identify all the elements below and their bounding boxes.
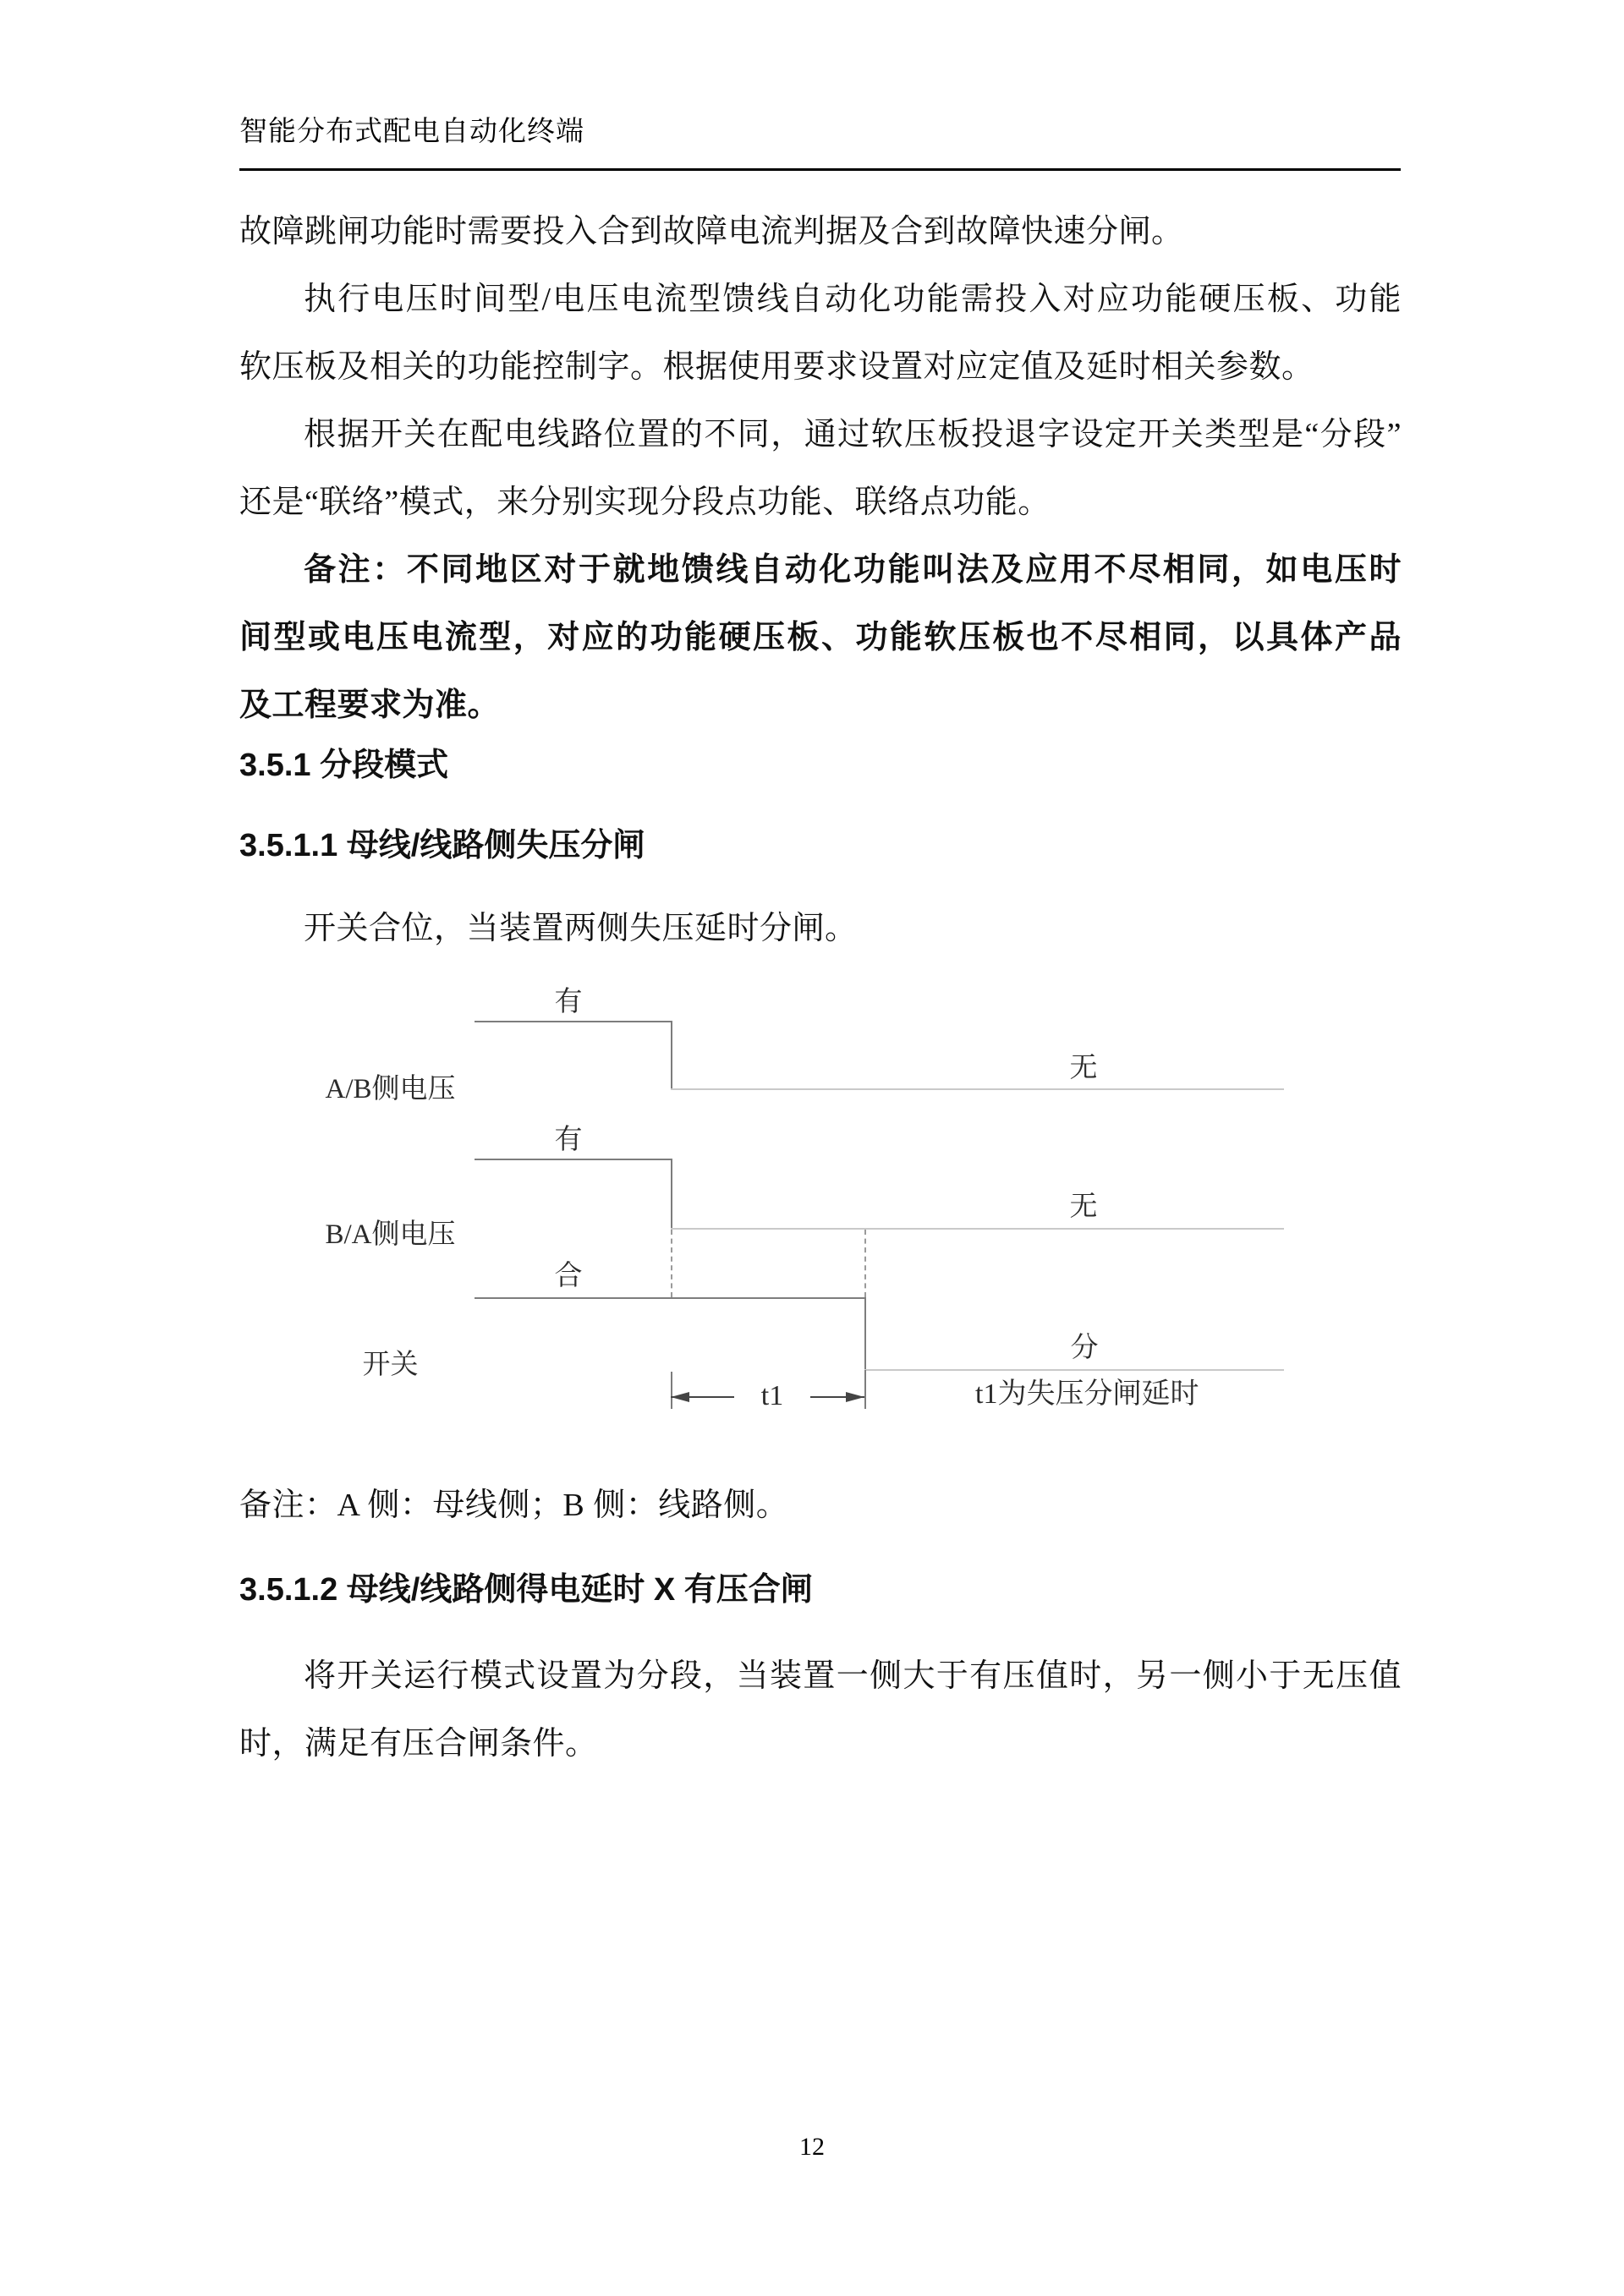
waveform-switch-high-line: [475, 1297, 866, 1299]
paragraph-line: 执行电压时间型/电压电流型馈线自动化功能需投入对应功能硬压板、功能: [304, 282, 1402, 317]
note-paragraph-line: 间型或电压电流型，对应的功能硬压板、功能软压板也不尽相同，以具体产品: [239, 620, 1402, 655]
voltage-timing-diagram: [239, 981, 1402, 1421]
waveform-row2-low-label: 无: [1069, 1192, 1098, 1222]
paragraph-line: 将开关运行模式设置为分段，当装置一侧大于有压值时，另一侧小于无压值: [304, 1658, 1402, 1694]
t1-delay-note: t1为失压分闸延时: [975, 1378, 1199, 1410]
paragraph-line: 还是“联络”模式，来分别实现分段点功能、联络点功能。: [239, 485, 1051, 520]
waveform-row1-label: A/B侧电压: [325, 1074, 456, 1104]
paragraph-line: 时，满足有压合闸条件。: [239, 1726, 598, 1762]
header-title: 智能分布式配电自动化终端: [239, 117, 584, 147]
waveform-row2-high-line: [475, 1159, 672, 1160]
section-heading-3-5-1: 3.5.1 分段模式: [239, 748, 449, 783]
paragraph-line: 根据开关在配电线路位置的不同，通过软压板投退字设定开关类型是“分段”: [304, 417, 1402, 452]
dimension-t1-label: t1: [734, 1378, 810, 1415]
paragraph-line: 软压板及相关的功能控制字。根据使用要求设置对应定值及延时相关参数。: [239, 349, 1314, 385]
waveform-row2-low-line: [671, 1228, 1284, 1230]
waveform-row2-falling-edge: [671, 1159, 672, 1229]
dimension-arrow-left-icon: [671, 1392, 689, 1402]
waveform-row1-high-line: [475, 1021, 672, 1022]
header-rule: [239, 168, 1401, 171]
dimension-extension-line-left: [671, 1372, 672, 1409]
dashed-projection-line-t1: [864, 1230, 866, 1297]
note-paragraph-line: 及工程要求为准。: [239, 688, 501, 723]
dashed-projection-line-t0: [671, 1230, 672, 1297]
waveform-switch-low-line: [864, 1369, 1284, 1371]
waveform-row1-low-label: 无: [1069, 1053, 1098, 1083]
waveform-row2-label: B/A侧电压: [325, 1219, 456, 1250]
paragraph-line: 故障跳闸功能时需要投入合到故障电流判据及合到故障快速分闸。: [239, 214, 1184, 249]
waveform-switch-open-label: 分: [1070, 1333, 1099, 1363]
waveform-row1-high-label: 有: [554, 987, 583, 1017]
section-heading-3-5-1-2: 3.5.1.2 母线/线路侧得电延时 X 有压合闸: [239, 1572, 813, 1608]
waveform-switch-label: 开关: [362, 1350, 419, 1380]
waveform-switch-closed-label: 合: [554, 1261, 583, 1291]
diagram-note-line: 备注：A 侧：母线侧；B 侧：线路侧。: [239, 1488, 789, 1523]
page-number: 12: [799, 2133, 825, 2161]
waveform-switch-falling-edge: [864, 1297, 866, 1370]
waveform-row1-low-line: [671, 1088, 1284, 1090]
waveform-row2-high-label: 有: [554, 1125, 583, 1155]
section-heading-3-5-1-1: 3.5.1.1 母线/线路侧失压分闸: [239, 828, 645, 863]
dimension-extension-line-right: [864, 1370, 866, 1409]
dimension-arrow-right-icon: [846, 1392, 864, 1402]
waveform-row1-falling-edge: [671, 1021, 672, 1089]
note-paragraph-line: 备注：不同地区对于就地馈线自动化功能叫法及应用不尽相同，如电压时: [304, 552, 1402, 588]
paragraph-line: 开关合位，当装置两侧失压延时分闸。: [304, 911, 858, 946]
